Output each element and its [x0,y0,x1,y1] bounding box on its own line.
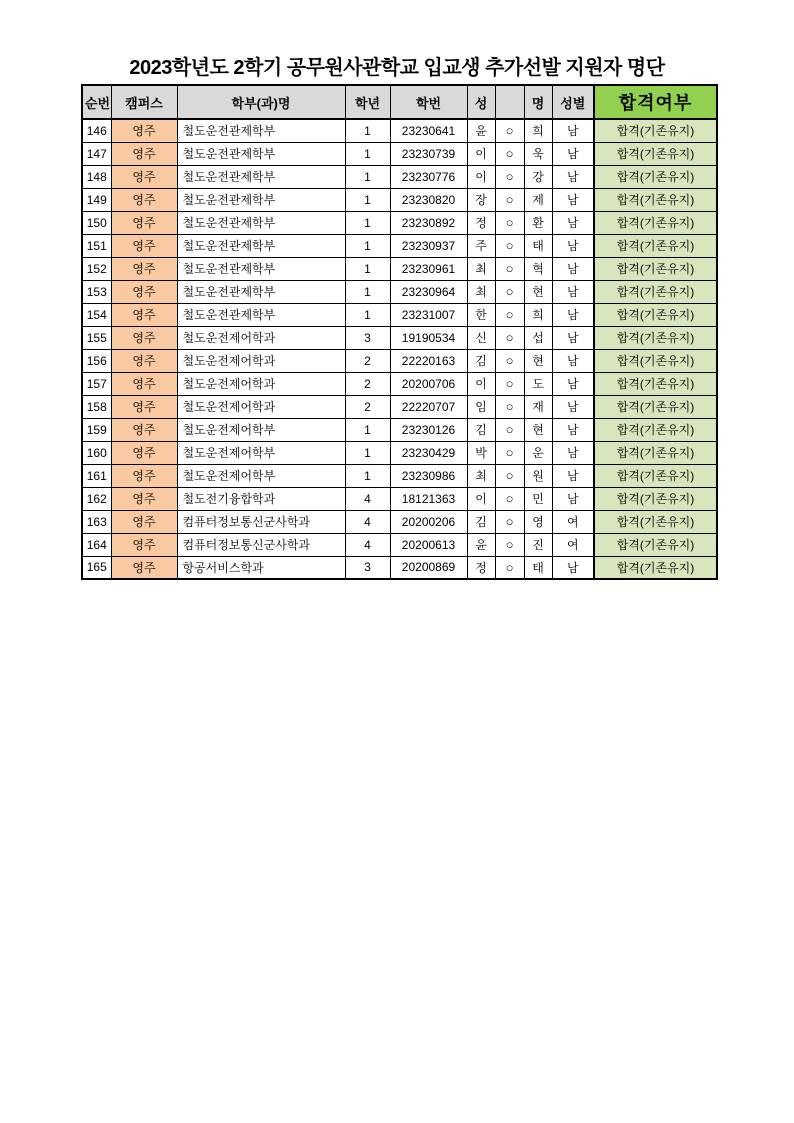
cell-surname: 김 [467,418,495,441]
cell-masked: ○ [495,142,524,165]
cell-seq: 161 [82,464,111,487]
cell-surname: 최 [467,464,495,487]
cell-gender: 남 [552,257,594,280]
cell-campus: 영주 [111,234,177,257]
cell-given_name: 현 [524,418,552,441]
cell-campus: 영주 [111,349,177,372]
cell-surname: 이 [467,165,495,188]
cell-seq: 162 [82,487,111,510]
cell-surname: 한 [467,303,495,326]
cell-pass: 합격(기존유지) [594,533,717,556]
table-row [82,165,717,188]
cell-student_id: 20200613 [390,533,467,556]
cell-student_id: 23230776 [390,165,467,188]
cell-given_name: 영 [524,510,552,533]
cell-department: 철도운전관제학부 [177,303,345,326]
cell-gender: 남 [552,395,594,418]
cell-gender: 남 [552,441,594,464]
header-masked [495,85,524,119]
cell-student_id: 23230964 [390,280,467,303]
cell-gender: 남 [552,556,594,579]
cell-surname: 이 [467,142,495,165]
table-row [82,441,717,464]
cell-masked: ○ [495,257,524,280]
table-row [82,211,717,234]
cell-student_id: 20200206 [390,510,467,533]
cell-grade: 2 [345,349,390,372]
cell-surname: 윤 [467,533,495,556]
cell-masked: ○ [495,326,524,349]
cell-given_name: 희 [524,303,552,326]
table-header [82,85,717,119]
cell-surname: 정 [467,211,495,234]
header-given_name: 명 [524,85,552,119]
cell-campus: 영주 [111,441,177,464]
cell-masked: ○ [495,188,524,211]
cell-pass: 합격(기존유지) [594,487,717,510]
cell-campus: 영주 [111,119,177,142]
cell-seq: 159 [82,418,111,441]
table-row [82,418,717,441]
cell-seq: 147 [82,142,111,165]
cell-given_name: 민 [524,487,552,510]
table-row [82,234,717,257]
cell-given_name: 현 [524,349,552,372]
table-row [82,280,717,303]
header-campus: 캠퍼스 [111,85,177,119]
cell-campus: 영주 [111,556,177,579]
cell-given_name: 희 [524,119,552,142]
cell-masked: ○ [495,303,524,326]
cell-masked: ○ [495,533,524,556]
cell-department: 철도운전제어학과 [177,349,345,372]
cell-surname: 김 [467,510,495,533]
cell-gender: 남 [552,487,594,510]
cell-pass: 합격(기존유지) [594,510,717,533]
cell-department: 철도운전제어학부 [177,418,345,441]
cell-gender: 남 [552,211,594,234]
cell-grade: 1 [345,418,390,441]
cell-pass: 합격(기존유지) [594,464,717,487]
cell-grade: 1 [345,441,390,464]
cell-pass: 합격(기존유지) [594,257,717,280]
cell-student_id: 23231007 [390,303,467,326]
table-row [82,119,717,142]
cell-department: 철도운전관제학부 [177,165,345,188]
cell-department: 철도운전제어학과 [177,372,345,395]
cell-student_id: 23230892 [390,211,467,234]
cell-grade: 1 [345,303,390,326]
cell-masked: ○ [495,418,524,441]
cell-surname: 정 [467,556,495,579]
cell-gender: 남 [552,464,594,487]
cell-surname: 박 [467,441,495,464]
cell-grade: 4 [345,487,390,510]
cell-campus: 영주 [111,142,177,165]
cell-student_id: 23230961 [390,257,467,280]
cell-student_id: 20200706 [390,372,467,395]
cell-surname: 장 [467,188,495,211]
cell-pass: 합격(기존유지) [594,372,717,395]
cell-surname: 임 [467,395,495,418]
cell-department: 철도운전제어학과 [177,395,345,418]
cell-pass: 합격(기존유지) [594,280,717,303]
cell-seq: 150 [82,211,111,234]
cell-grade: 4 [345,510,390,533]
cell-campus: 영주 [111,165,177,188]
cell-pass: 합격(기존유지) [594,119,717,142]
cell-given_name: 원 [524,464,552,487]
cell-grade: 1 [345,165,390,188]
cell-department: 철도운전제어학부 [177,441,345,464]
table-row [82,326,717,349]
cell-masked: ○ [495,441,524,464]
cell-masked: ○ [495,464,524,487]
table-row [82,303,717,326]
cell-grade: 1 [345,188,390,211]
cell-department: 철도운전관제학부 [177,142,345,165]
cell-pass: 합격(기존유지) [594,418,717,441]
cell-gender: 남 [552,303,594,326]
cell-pass: 합격(기존유지) [594,211,717,234]
cell-grade: 1 [345,211,390,234]
cell-given_name: 태 [524,556,552,579]
table-row [82,257,717,280]
cell-grade: 4 [345,533,390,556]
table-row [82,372,717,395]
cell-given_name: 섭 [524,326,552,349]
cell-student_id: 22220707 [390,395,467,418]
cell-masked: ○ [495,165,524,188]
cell-masked: ○ [495,349,524,372]
header-student_id: 학번 [390,85,467,119]
cell-student_id: 18121363 [390,487,467,510]
cell-grade: 1 [345,257,390,280]
cell-surname: 윤 [467,119,495,142]
cell-pass: 합격(기존유지) [594,441,717,464]
cell-grade: 3 [345,556,390,579]
cell-surname: 김 [467,349,495,372]
cell-grade: 2 [345,395,390,418]
cell-seq: 165 [82,556,111,579]
cell-seq: 158 [82,395,111,418]
cell-seq: 156 [82,349,111,372]
cell-seq: 151 [82,234,111,257]
cell-pass: 합격(기존유지) [594,349,717,372]
table-row [82,533,717,556]
cell-given_name: 제 [524,188,552,211]
cell-gender: 남 [552,234,594,257]
cell-pass: 합격(기존유지) [594,395,717,418]
table-row [82,556,717,579]
cell-campus: 영주 [111,326,177,349]
cell-department: 철도운전관제학부 [177,119,345,142]
cell-seq: 160 [82,441,111,464]
cell-surname: 최 [467,257,495,280]
cell-seq: 153 [82,280,111,303]
cell-given_name: 환 [524,211,552,234]
header-pass: 합격여부 [594,85,717,119]
table-row [82,464,717,487]
table-row [82,142,717,165]
cell-seq: 146 [82,119,111,142]
cell-student_id: 23230641 [390,119,467,142]
cell-given_name: 운 [524,441,552,464]
table-row [82,349,717,372]
cell-surname: 최 [467,280,495,303]
cell-given_name: 재 [524,395,552,418]
cell-gender: 남 [552,119,594,142]
cell-pass: 합격(기존유지) [594,165,717,188]
cell-department: 철도운전관제학부 [177,280,345,303]
cell-gender: 남 [552,280,594,303]
cell-gender: 남 [552,142,594,165]
table-row [82,188,717,211]
cell-pass: 합격(기존유지) [594,142,717,165]
cell-given_name: 진 [524,533,552,556]
cell-gender: 남 [552,418,594,441]
cell-campus: 영주 [111,487,177,510]
cell-student_id: 23230429 [390,441,467,464]
cell-seq: 155 [82,326,111,349]
header-grade: 학년 [345,85,390,119]
cell-grade: 1 [345,280,390,303]
applicant-table [81,84,718,580]
cell-department: 철도운전관제학부 [177,257,345,280]
cell-gender: 여 [552,510,594,533]
cell-grade: 3 [345,326,390,349]
cell-grade: 1 [345,119,390,142]
cell-student_id: 23230739 [390,142,467,165]
cell-student_id: 22220163 [390,349,467,372]
cell-masked: ○ [495,372,524,395]
cell-seq: 164 [82,533,111,556]
cell-campus: 영주 [111,533,177,556]
cell-given_name: 도 [524,372,552,395]
cell-gender: 남 [552,188,594,211]
cell-masked: ○ [495,211,524,234]
cell-gender: 여 [552,533,594,556]
cell-campus: 영주 [111,303,177,326]
header-department: 학부(과)명 [177,85,345,119]
cell-masked: ○ [495,119,524,142]
cell-student_id: 23230820 [390,188,467,211]
cell-surname: 주 [467,234,495,257]
cell-seq: 157 [82,372,111,395]
cell-grade: 2 [345,372,390,395]
cell-department: 컴퓨터정보통신군사학과 [177,510,345,533]
cell-student_id: 23230937 [390,234,467,257]
cell-campus: 영주 [111,257,177,280]
cell-seq: 152 [82,257,111,280]
cell-masked: ○ [495,510,524,533]
cell-gender: 남 [552,349,594,372]
cell-department: 철도전기융합학과 [177,487,345,510]
cell-grade: 1 [345,464,390,487]
cell-seq: 154 [82,303,111,326]
cell-campus: 영주 [111,395,177,418]
cell-department: 컴퓨터정보통신군사학과 [177,533,345,556]
cell-masked: ○ [495,487,524,510]
cell-seq: 149 [82,188,111,211]
cell-surname: 신 [467,326,495,349]
cell-given_name: 혁 [524,257,552,280]
table-row [82,395,717,418]
table-row [82,510,717,533]
cell-campus: 영주 [111,211,177,234]
cell-student_id: 19190534 [390,326,467,349]
header-seq: 순번 [82,85,111,119]
table-body [82,119,717,579]
cell-gender: 남 [552,372,594,395]
cell-given_name: 욱 [524,142,552,165]
cell-student_id: 20200869 [390,556,467,579]
cell-pass: 합격(기존유지) [594,234,717,257]
cell-campus: 영주 [111,280,177,303]
cell-surname: 이 [467,487,495,510]
cell-student_id: 23230986 [390,464,467,487]
cell-department: 철도운전관제학부 [177,188,345,211]
page-title: 2023학년도 2학기 공무원사관학교 입교생 추가선발 지원자 명단 [129,57,665,79]
cell-student_id: 23230126 [390,418,467,441]
cell-campus: 영주 [111,188,177,211]
cell-department: 철도운전관제학부 [177,211,345,234]
cell-grade: 1 [345,142,390,165]
cell-pass: 합격(기존유지) [594,556,717,579]
cell-pass: 합격(기존유지) [594,188,717,211]
cell-masked: ○ [495,395,524,418]
cell-campus: 영주 [111,510,177,533]
cell-pass: 합격(기존유지) [594,303,717,326]
cell-masked: ○ [495,280,524,303]
header-surname: 성 [467,85,495,119]
table-row [82,487,717,510]
cell-given_name: 현 [524,280,552,303]
header-gender: 성별 [552,85,594,119]
cell-given_name: 태 [524,234,552,257]
cell-seq: 163 [82,510,111,533]
cell-masked: ○ [495,556,524,579]
cell-pass: 합격(기존유지) [594,326,717,349]
cell-campus: 영주 [111,418,177,441]
cell-gender: 남 [552,165,594,188]
header-row [82,85,717,119]
cell-masked: ○ [495,234,524,257]
cell-department: 항공서비스학과 [177,556,345,579]
cell-campus: 영주 [111,464,177,487]
cell-campus: 영주 [111,372,177,395]
cell-department: 철도운전제어학과 [177,326,345,349]
cell-gender: 남 [552,326,594,349]
cell-grade: 1 [345,234,390,257]
cell-given_name: 강 [524,165,552,188]
cell-department: 철도운전제어학부 [177,464,345,487]
cell-department: 철도운전관제학부 [177,234,345,257]
cell-surname: 이 [467,372,495,395]
cell-seq: 148 [82,165,111,188]
